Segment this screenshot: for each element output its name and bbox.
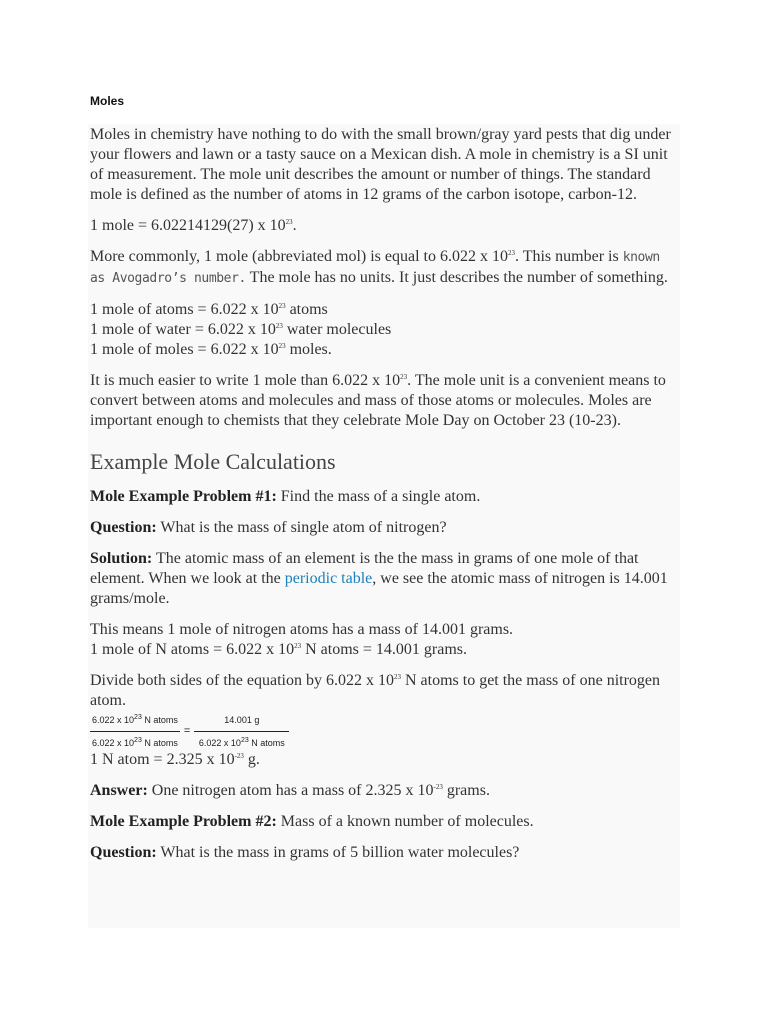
mole-definition: 1 mole = 6.02214129(27) x $10^{23}$.	[90, 217, 297, 234]
result-line: 1 N atom = 2.325 x $10^{-23}$ g.	[90, 751, 260, 768]
article-body	[88, 124, 680, 928]
examples-block	[90, 300, 678, 360]
means-paragraph: This means 1 mole of nitrogen atoms has a mass of 14.001 grams. 1 mole of N atoms = 6.022 x $10^{23}$ N atoms = 14.001 grams.	[90, 621, 514, 658]
example-line-water: 1 mole of water = 6.022 x $10^{23}$ water molecules	[90, 321, 392, 338]
document-title: Moles	[90, 94, 125, 108]
periodic-table-link[interactable]: periodic table	[284, 570, 373, 587]
example-line-moles: 1 mole of moles = 6.022 x $10^{23}$ moles.	[90, 341, 332, 358]
answer-1: Answer: One nitrogen atom has a mass of 2.325 x $10^{-23}$ grams.	[90, 782, 490, 799]
equals-sign: =	[183, 725, 191, 737]
common-paragraph: More commonly, 1 mole (abbreviated mol) is equal to 6.022 x $10^{23}$. This number is known as Avogadro’s number. The mole has no units. It just describes the number of something.	[90, 248, 668, 286]
division-equation	[90, 713, 678, 748]
easier-paragraph: It is much easier to write 1 mole than 6.022 x $10^{23}$. The mole unit is a convenient means to convert between atoms and molecules and mass of those atoms or molecules. Moles are important enough to chemists that they celebrate Mole Day on October 23 (10-23).	[90, 372, 666, 429]
section-heading: Example Mole Calculations	[90, 449, 336, 474]
problem-2: Mole Example Problem #2: Mass of a known number of molecules.	[90, 813, 534, 830]
example-line-atoms: 1 mole of atoms = 6.022 x $10^{23}$ atoms	[90, 301, 328, 318]
question-2: Question: What is the mass in grams of 5 billion water molecules?	[90, 844, 520, 861]
solution-1: Solution: The atomic mass of an element is the the mass in grams of one mole of that element. When we look at the periodic table, we see the atomic mass of nitrogen is 14.001 grams/mole.	[90, 550, 668, 607]
question-1: Question: What is the mass of single atom of nitrogen?	[90, 519, 447, 536]
intro-paragraph: Moles in chemistry have nothing to do with the small brown/gray yard pests that dig under your flowers and lawn or a tasty sauce on a Mexican dish. A mole in chemistry is a SI unit of measurement. The mole unit describes the amount or number of things. The standard mole is defined as the number of atoms in 12 grams of the carbon isotope, carbon-12.	[90, 126, 671, 203]
problem-1: Mole Example Problem #1: Find the mass of a single atom.	[90, 488, 481, 505]
left-fraction: $\frac{6.022 x 10^{23} N atoms}{6.022 x 10^{23} N atoms}$	[90, 710, 180, 753]
right-fraction: $\frac{14.001 g}{6.022 x 10^{23} N atoms}$	[194, 710, 289, 753]
divide-paragraph: Divide both sides of the equation by 6.022 x $10^{23}$ N atoms to get the mass of one nitrogen atom.	[90, 672, 661, 709]
avogadro-phrase: known as Avogadro’s number.	[90, 250, 660, 286]
